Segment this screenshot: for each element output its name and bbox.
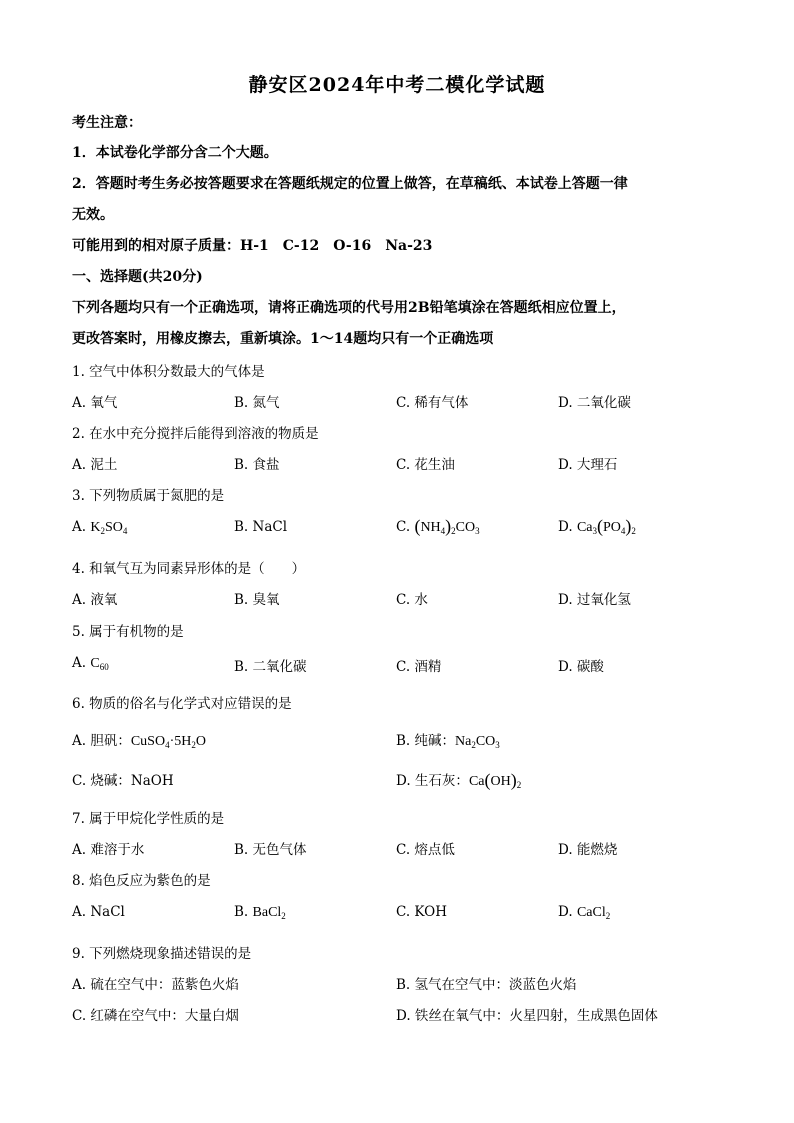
- option-c: C. 烧碱：NaOH: [72, 773, 174, 789]
- section-heading: 一、选择题(共20分): [72, 269, 203, 285]
- notice-heading: 考生注意：: [72, 115, 142, 131]
- option-a: A. 氧气: [72, 395, 118, 411]
- option-c: C. 熔点低: [396, 842, 455, 858]
- option-a: A. $K_2SO_4$: [72, 519, 128, 536]
- option-a: A. 液氧: [72, 592, 118, 608]
- formula-bacl2: BaCl$_2$: [252, 905, 286, 921]
- notice-item-1: 1．本试卷化学部分含二个大题。: [72, 145, 278, 161]
- option-d: D. CaCl$_2$: [558, 904, 611, 921]
- option-b: B. 食盐: [234, 457, 280, 473]
- option-d: D. 大理石: [558, 457, 618, 473]
- option-c: C. 水: [396, 592, 428, 608]
- question-7-stem: 7. 属于甲烷化学性质的是: [72, 811, 225, 827]
- question-5-stem: 5. 属于有机物的是: [72, 624, 184, 640]
- option-c: C. 红磷在空气中：大量白烟: [72, 1008, 239, 1024]
- option-d: D. 二氧化碳: [558, 395, 631, 411]
- option-d: D. 铁丝在氧气中：火星四射，生成黑色固体: [396, 1008, 658, 1024]
- option-d: D. $Ca_3(PO_4)_2$: [558, 516, 636, 536]
- option-a: A. NaCl: [72, 904, 125, 920]
- section-instruction-line-2: 更改答案时，用橡皮擦去，重新填涂。1～14题均只有一个正确选项: [72, 331, 494, 347]
- option-c: C. KOH: [396, 904, 447, 920]
- option-b: B. 氮气: [234, 395, 280, 411]
- option-b: B. 纯碱：$Na_2CO_3$: [396, 733, 500, 750]
- question-2-stem: 2. 在水中充分搅拌后能得到溶液的物质是: [72, 426, 319, 442]
- question-8-stem: 8. 焰色反应为紫色的是: [72, 873, 211, 889]
- question-6-stem: 6. 物质的俗名与化学式对应错误的是: [72, 696, 292, 712]
- option-a: A. 胆矾：$CuSO_4\cdot 5H_2O$: [72, 733, 206, 750]
- option-b: B. 无色气体: [234, 842, 307, 858]
- option-c: C. $(NH_4)_2CO_3$: [396, 516, 480, 536]
- formula-cuso4-5h2o: $CuSO_4\cdot 5H_2O$: [130, 734, 206, 750]
- option-d: D. 能燃烧: [558, 842, 618, 858]
- option-b: B. BaCl$_2$: [234, 904, 286, 921]
- formula-na2co3: $Na_2CO_3$: [455, 734, 500, 750]
- formula-ca3-po4-2: $Ca_3(PO_4)_2$: [576, 516, 636, 536]
- option-c: C. 花生油: [396, 457, 455, 473]
- notice-item-2-line-1: 2．答题时考生务必按答题要求在答题纸规定的位置上做答，在草稿纸、本试卷上答题一律: [72, 176, 628, 192]
- question-9-stem: 9. 下列燃烧现象描述错误的是: [72, 946, 252, 962]
- option-d: D. 过氧化氢: [558, 592, 631, 608]
- option-d: D. 碳酸: [558, 659, 604, 675]
- section-instruction-line-1: 下列各题均只有一个正确选项，请将正确选项的代号用2B铅笔填涂在答题纸相应位置上，: [72, 300, 626, 316]
- notice-item-2-line-2: 无效。: [72, 207, 114, 223]
- option-c: C. 酒精: [396, 659, 442, 675]
- option-b: B. NaCl: [234, 519, 288, 535]
- question-1-stem: 1. 空气中体积分数最大的气体是: [72, 364, 265, 380]
- page-title: 静安区2024年中考二模化学试题: [248, 74, 546, 96]
- formula-k2so4: $K_2SO_4$: [90, 520, 128, 536]
- question-3-stem: 3. 下列物质属于氮肥的是: [72, 488, 225, 504]
- formula-cacl2: CaCl$_2$: [576, 905, 611, 921]
- question-4-stem: 4. 和氧气互为同素异形体的是（ ）: [72, 561, 306, 577]
- option-a: A. $C_{60}$: [72, 655, 109, 672]
- option-a: A. 难溶于水: [72, 842, 145, 858]
- option-c: C. 稀有气体: [396, 395, 469, 411]
- option-a: A. 泥土: [72, 457, 118, 473]
- option-b: B. 二氧化碳: [234, 659, 307, 675]
- option-b: B. 臭氧: [234, 592, 280, 608]
- option-a: A. 硫在空气中：蓝紫色火焰: [72, 977, 239, 993]
- formula-ca-oh-2: $Ca(OH)_2$: [468, 770, 522, 790]
- option-d: D. 生石灰：$Ca(OH)_2$: [396, 770, 522, 790]
- atomic-mass-line: 可能用到的相对原子质量：H-1 C-12 O-16 Na-23: [72, 238, 433, 254]
- formula-c60: $C_{60}$: [90, 656, 109, 672]
- option-b: B. 氢气在空气中：淡蓝色火焰: [396, 977, 577, 993]
- formula-nh4-2co3: $(NH_4)_2CO_3$: [414, 516, 480, 536]
